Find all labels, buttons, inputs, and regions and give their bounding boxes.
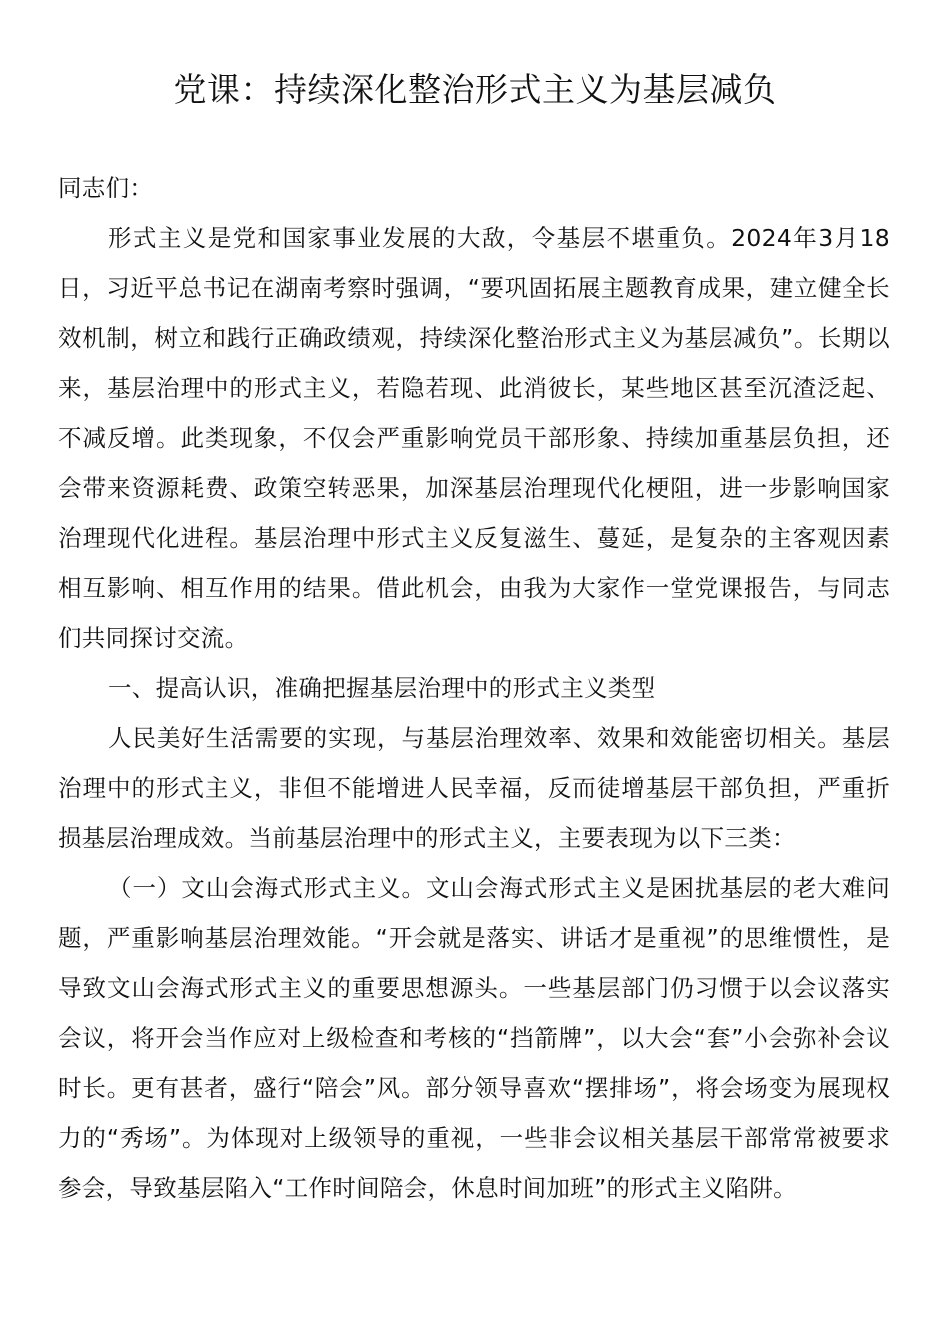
document-body <box>58 163 890 1213</box>
section-heading-1: 一、提高认识，准确把握基层治理中的形式主义类型 <box>108 674 656 702</box>
paragraph-subsection-1: （一）文山会海式形式主义。文山会海式形式主义是困扰基层的老大难问题，严重影响基层治理效能。“开会就是落实、讲话才是重视”的思维惯性，是导致文山会海式形式主义的重要思想源头。一些基层部门仍习惯于以会议落实会议，将开会当作应对上级检查和考核的“挡箭牌”，以大会“套”小会弥补会议时长。更有甚者，盛行“陪会”风。部分领导喜欢“摆排场”，将会场变为展现权力的“秀场”。为体现对上级领导的重视，一些非会议相关基层干部常常被要求参会，导致基层陷入“工作时间陪会，休息时间加班”的形式主义陷阱。 <box>58 874 890 1202</box>
paragraph-intro: 形式主义是党和国家事业发展的大敌，令基层不堪重负。2024年3月18日，习近平总书记在湖南考察时强调，“要巩固拓展主题教育成果，建立健全长效机制，树立和践行正确政绩观，持续深化整治形式主义为基层减负”。长期以来，基层治理中的形式主义，若隐若现、此消彼长，某些地区甚至沉渣泛起、不减反增。此类现象，不仅会严重影响党员干部形象、持续加重基层负担，还会带来资源耗费、政策空转恶果，加深基层治理现代化梗阻，进一步影响国家治理现代化进程。基层治理中形式主义反复滋生、蔓延，是复杂的主客观因素相互影响、相互作用的结果。借此机会，由我为大家作一堂党课报告，与同志们共同探讨交流。 <box>58 224 890 652</box>
salutation: 同志们： <box>58 174 154 202</box>
paragraph-section-1: 人民美好生活需要的实现，与基层治理效率、效果和效能密切相关。基层治理中的形式主义，非但不能增进人民幸福，反而徒增基层干部负担，严重折损基层治理成效。当前基层治理中的形式主义，主要表现为以下三类： <box>58 724 890 852</box>
document-title: 党课：持续深化整治形式主义为基层减负 <box>173 70 777 109</box>
